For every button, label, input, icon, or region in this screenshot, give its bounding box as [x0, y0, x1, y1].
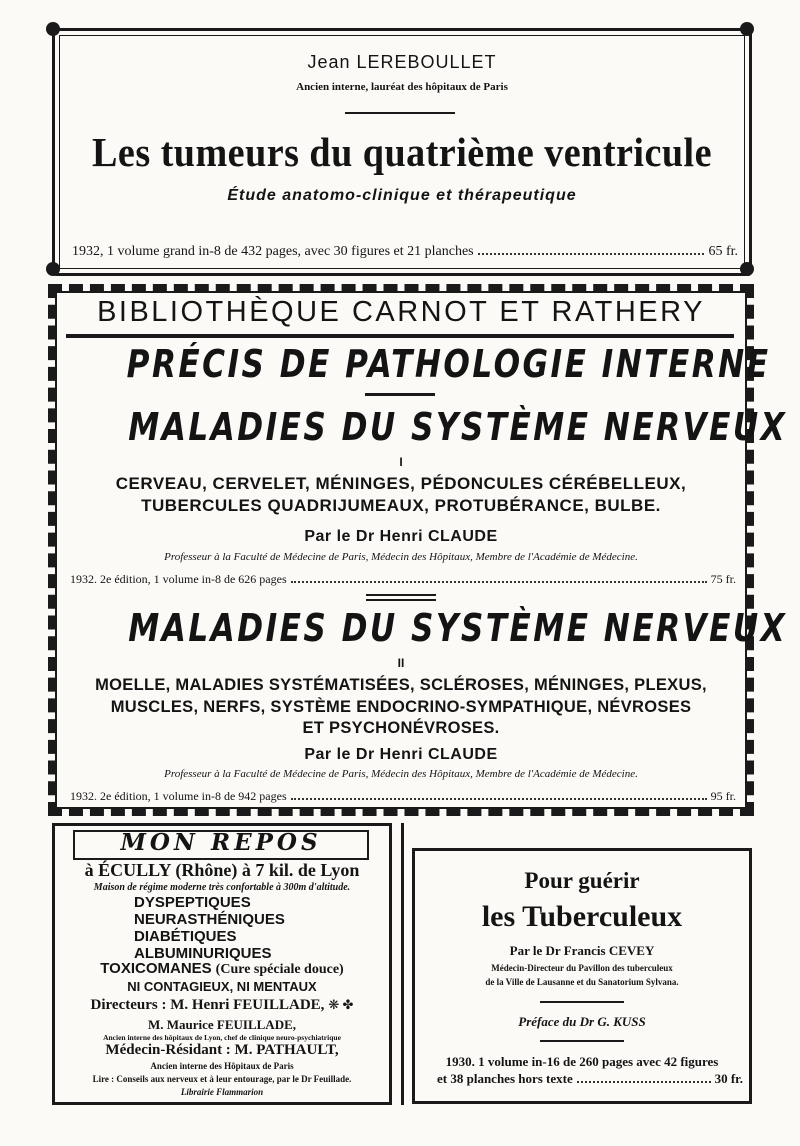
ad3-resident: Médecin-Résidant : M. PATHAULT, [105, 1042, 339, 1058]
ad4-publication-line [437, 1071, 743, 1087]
ad3-toxicomanes-note: (Cure spéciale douce) [215, 962, 344, 977]
ad3-directors-line [56, 996, 388, 1014]
ad4-price: 30 fr. [714, 1071, 743, 1086]
ad2-vol2-price: 95 fr. [710, 789, 736, 803]
ad1-price: 65 fr. [708, 244, 738, 259]
ad1-title: Les tumeurs du quatrième ventricule [92, 129, 712, 175]
ad2-vol1-numeral: I [399, 455, 403, 469]
divider [365, 393, 435, 396]
ad2-vol1-topics-2: TUBERCULES QUADRIJUMEAUX, PROTUBÉRANCE, BULBE. [141, 496, 661, 515]
ad2-vol1-author: Par le Dr Henri CLAUDE [304, 528, 498, 545]
ad2-heading-wrap [56, 342, 771, 386]
frame-corner-ornament [740, 22, 754, 36]
ad4-pub-line2: et 38 planches hors texte [437, 1071, 573, 1086]
ad2-heading: PRÉCIS DE PATHOLOGIE INTERNE [126, 342, 771, 386]
ad3-directors: Directeurs : M. Henri FEUILLADE, [90, 997, 325, 1013]
ad3-conditions-list [134, 894, 285, 962]
ad4-title-line1: Pour guérir [524, 868, 640, 893]
ad2-vol2-publication-line [70, 789, 736, 804]
decoration-ornament-icon: ❋ ✤ [328, 997, 354, 1012]
ad3-exclusions: NI CONTAGIEUX, NI MENTAUX [127, 979, 317, 994]
ad3-director2-credentials: Ancien interne des hôpitaux de Lyon, chef de clinique neuro-psychiatrique [103, 1033, 341, 1042]
frame-corner-ornament [46, 22, 60, 36]
ad2-vol2-topics-1: MOELLE, MALADIES SYSTÉMATISÉES, SCLÉROSES, MÉNINGES, PLEXUS, [95, 676, 707, 694]
ad1-author-credentials: Ancien interne, lauréat des hôpitaux de Paris [296, 81, 508, 93]
ad4-author: Par le Dr Francis CEVEY [509, 943, 655, 958]
ad2-vol1-pub-info: 1932. 2e édition, 1 volume in-8 de 626 pages [70, 572, 287, 586]
frame-corner-ornament [740, 262, 754, 276]
ad2-vol1-price: 75 fr. [710, 572, 736, 586]
ad3-condition: DYSPEPTIQUES [134, 894, 251, 911]
ad2-vol2-title-wrap [56, 606, 788, 650]
ad3-resident-credentials: Ancien interne des Hôpitaux de Paris [150, 1061, 294, 1071]
ad2-vol2-pub-info: 1932. 2e édition, 1 volume in-8 de 942 pages [70, 789, 287, 803]
ad4-title-line2: les Tuberculeux [481, 900, 683, 933]
ad4-credentials-1: Médecin-Directeur du Pavillon des tuberculeux [491, 963, 673, 973]
ad3-publisher: Librairie Flammarion [180, 1087, 264, 1097]
ad3-location: à ÉCULLY (Rhône) à 7 kil. de Lyon [84, 860, 360, 880]
ad4-credentials-2: de la Ville de Lausanne et du Sanatorium Sylvana. [485, 977, 679, 987]
frame-corner-ornament [46, 262, 60, 276]
ad2-vol1-title: MALADIES DU SYSTÈME NERVEUX [128, 405, 788, 449]
divider [540, 1040, 624, 1042]
divider [66, 334, 734, 338]
ad1-publication-line [72, 244, 738, 260]
ad1-author: Jean LEREBOULLET [307, 52, 497, 72]
ad2-vol2-credentials: Professeur à la Faculté de Médecine de Paris, Médecin des Hôpitaux, Membre de l'Académie de Médecine. [164, 768, 638, 780]
ad4-preface: Préface du Dr G. KUSS [518, 1014, 646, 1029]
ad3-director2: M. Maurice FEUILLADE, [147, 1017, 297, 1032]
ad2-vol1-title-wrap [56, 405, 788, 449]
ad3-condition: DIABÉTIQUES [134, 928, 237, 945]
ad2-vol2-numeral: II [397, 656, 405, 670]
ad1-pub-info: 1932, 1 volume grand in-8 de 432 pages, avec 30 figures et 21 planches [72, 244, 474, 259]
ad3-name-wrap [73, 829, 369, 856]
ad2-vol2-topics-2: MUSCLES, NERFS, SYSTÈME ENDOCRINO-SYMPATHIQUE, NÉVROSES [110, 698, 692, 716]
divider [345, 112, 455, 114]
divider [366, 594, 436, 596]
ad2-vol1-topics-1: CERVEAU, CERVELET, MÉNINGES, PÉDONCULES CÉRÉBELLEUX, [115, 474, 687, 493]
ad3-condition: ALBUMINURIQUES [134, 945, 272, 962]
ad2-vol1-credentials: Professeur à la Faculté de Médecine de Paris, Médecin des Hôpitaux, Membre de l'Académie de Médecine. [164, 551, 638, 563]
divider [540, 1001, 624, 1003]
ad2-series-title: BIBLIOTHÈQUE CARNOT ET RATHERY [97, 296, 705, 328]
column-divider [401, 823, 404, 1105]
ad2-vol2-topics-3: ET PSYCHONÉVROSES. [302, 719, 500, 737]
ad2-vol1-publication-line [70, 572, 736, 587]
ad4-pub-line1: 1930. 1 volume in-16 de 260 pages avec 42 figures [445, 1054, 719, 1069]
ad3-name: MON REPOS [120, 829, 322, 856]
ad3-tagline: Maison de régime moderne très confortable à 300m d'altitude. [93, 882, 351, 893]
ad1-subtitle: Étude anatomo-clinique et thérapeutique [227, 187, 577, 204]
ad2-vol2-author: Par le Dr Henri CLAUDE [304, 746, 498, 763]
ad3-toxicomanes: TOXICOMANES [100, 960, 212, 977]
divider [366, 599, 436, 601]
ad3-toxicomanes-line [56, 960, 388, 978]
ad3-condition: NEURASTHÉNIQUES [134, 911, 285, 928]
ad2-vol2-title: MALADIES DU SYSTÈME NERVEUX [128, 606, 788, 650]
ad3-reading: Lire : Conseils aux nerveux et à leur entourage, par le Dr Feuillade. [92, 1074, 352, 1084]
